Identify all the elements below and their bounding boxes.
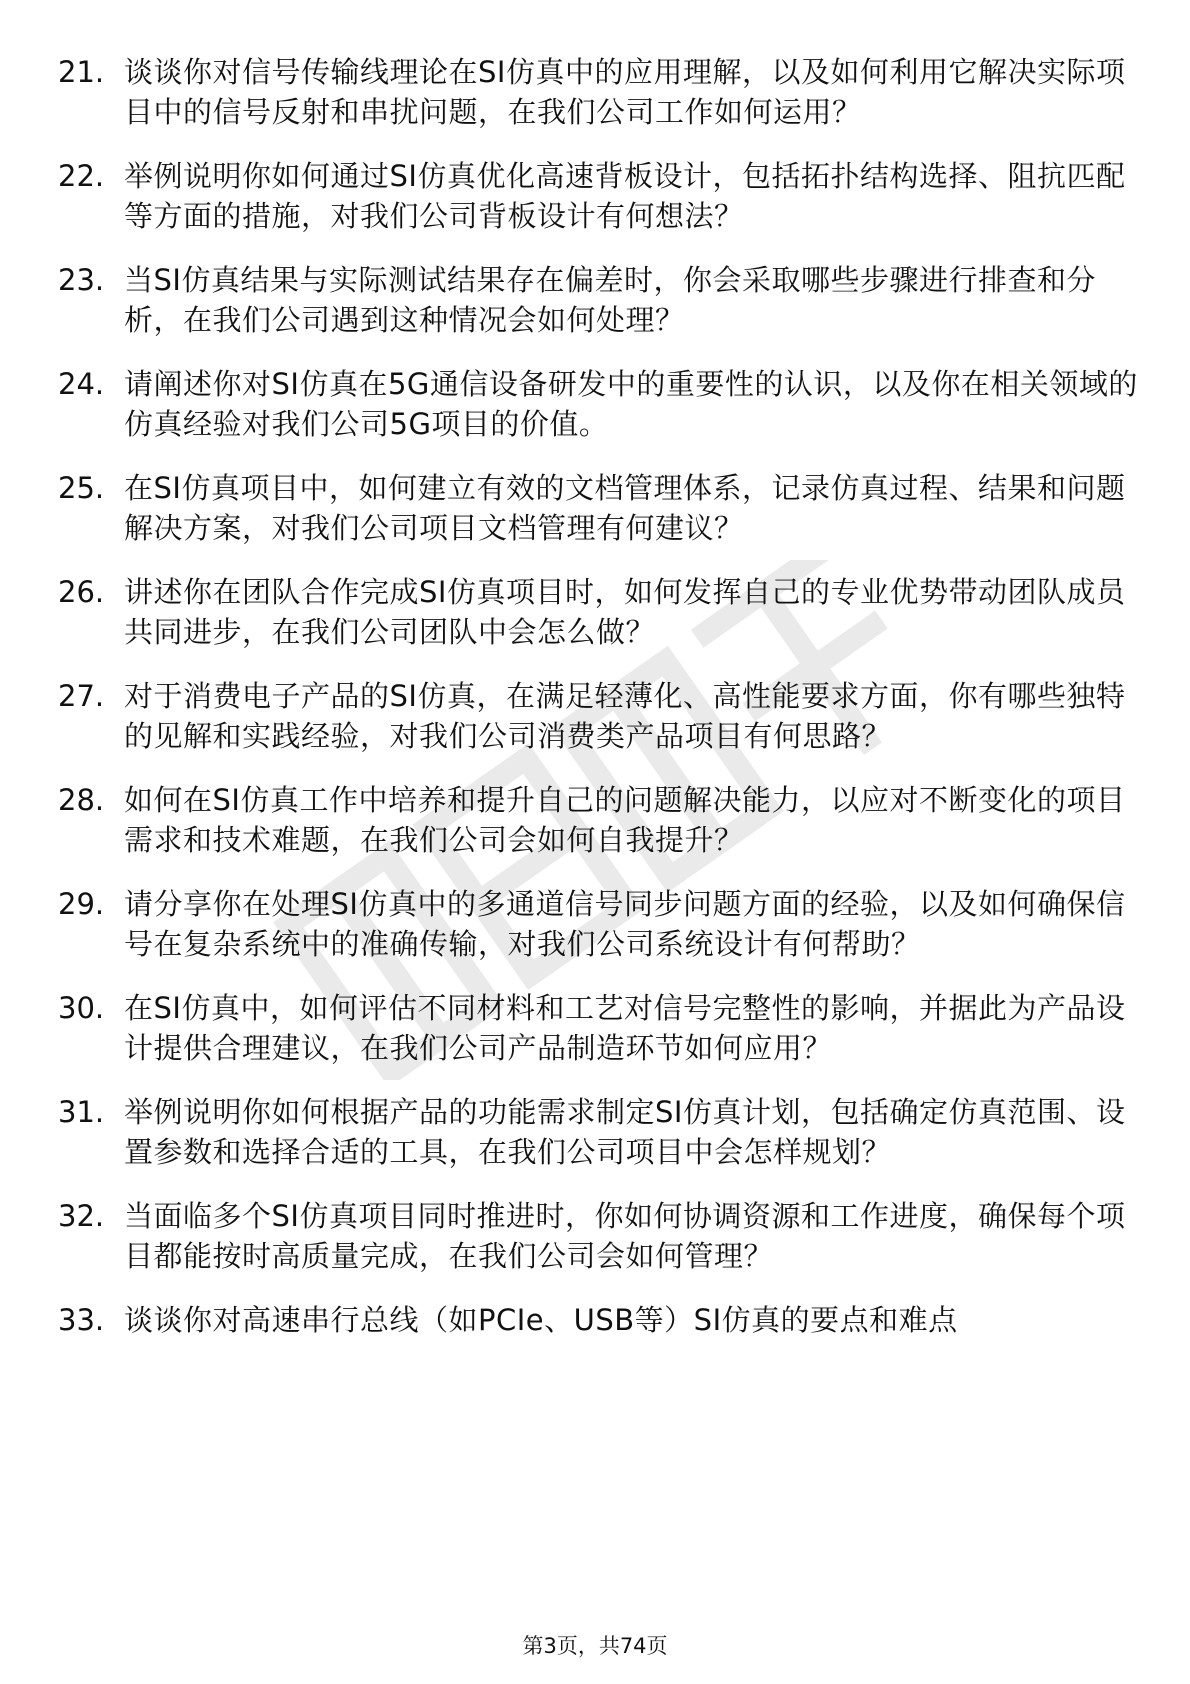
question-text: 在SI仿真中，如何评估不同材料和工艺对信号完整性的影响，并据此为产品设计提供合理建议，在我们公司产品制造环节如何应用？ xyxy=(124,991,1126,1065)
question-text: 当SI仿真结果与实际测试结果存在偏差时，你会采取哪些步骤进行排查和分析，在我们公司遇到这种情况会如何处理？ xyxy=(124,263,1096,337)
question-number: 23. xyxy=(58,263,105,297)
question-text: 在SI仿真项目中，如何建立有效的文档管理体系，记录仿真过程、结果和问题解决方案，对我们公司项目文档管理有何建议？ xyxy=(124,471,1126,545)
question-number: 26. xyxy=(58,575,105,609)
question-text: 谈谈你对信号传输线理论在SI仿真中的应用理解，以及如何利用它解决实际项目中的信号反射和串扰问题，在我们公司工作如何运用？ xyxy=(124,55,1126,129)
list-item xyxy=(58,1196,1138,1276)
list-item xyxy=(58,1092,1138,1172)
question-text: 请阐述你对SI仿真在5G通信设备研发中的重要性的认识，以及你在相关领域的仿真经验对我们公司5G项目的价值。 xyxy=(124,367,1138,441)
question-number: 22. xyxy=(58,159,105,193)
list-item xyxy=(58,780,1138,860)
page-number-footer: 第3页，共74页 xyxy=(522,1634,668,1658)
question-number: 31. xyxy=(58,1095,105,1129)
question-text: 谈谈你对高速串行总线（如PCIe、USB等）SI仿真的要点和难点 xyxy=(124,1303,958,1337)
question-number: 21. xyxy=(58,55,105,89)
list-item xyxy=(58,1300,1138,1340)
list-item xyxy=(58,364,1138,444)
question-text: 举例说明你如何通过SI仿真优化高速背板设计，包括拓扑结构选择、阻抗匹配等方面的措施，对我们公司背板设计有何想法？ xyxy=(124,159,1126,233)
question-number: 24. xyxy=(58,367,105,401)
question-number: 30. xyxy=(58,991,105,1025)
question-text: 举例说明你如何根据产品的功能需求制定SI仿真计划，包括确定仿真范围、设置参数和选择合适的工具，在我们公司项目中会怎样规划？ xyxy=(124,1095,1126,1169)
question-list xyxy=(58,52,1138,1364)
question-number: 27. xyxy=(58,679,105,713)
list-item xyxy=(58,988,1138,1068)
question-text: 请分享你在处理SI仿真中的多通道信号同步问题方面的经验，以及如何确保信号在复杂系统中的准确传输，对我们公司系统设计有何帮助？ xyxy=(124,887,1126,961)
question-text: 当面临多个SI仿真项目同时推进时，你如何协调资源和工作进度，确保每个项目都能按时高质量完成，在我们公司会如何管理？ xyxy=(124,1199,1126,1273)
question-number: 32. xyxy=(58,1199,105,1233)
question-number: 28. xyxy=(58,783,105,817)
list-item xyxy=(58,884,1138,964)
question-text: 对于消费电子产品的SI仿真，在满足轻薄化、高性能要求方面，你有哪些独特的见解和实践经验，对我们公司消费类产品项目有何思路？ xyxy=(124,679,1126,753)
question-text: 如何在SI仿真工作中培养和提升自己的问题解决能力，以应对不断变化的项目需求和技术难题，在我们公司会如何自我提升？ xyxy=(124,783,1126,857)
question-text: 讲述你在团队合作完成SI仿真项目时，如何发挥自己的专业优势带动团队成员共同进步，在我们公司团队中会怎么做？ xyxy=(124,575,1126,649)
list-item xyxy=(58,260,1138,340)
question-number: 33. xyxy=(58,1303,105,1337)
question-number: 29. xyxy=(58,887,105,921)
list-item xyxy=(58,572,1138,652)
list-item xyxy=(58,52,1138,132)
list-item xyxy=(58,156,1138,236)
list-item xyxy=(58,468,1138,548)
list-item xyxy=(58,676,1138,756)
question-number: 25. xyxy=(58,471,105,505)
